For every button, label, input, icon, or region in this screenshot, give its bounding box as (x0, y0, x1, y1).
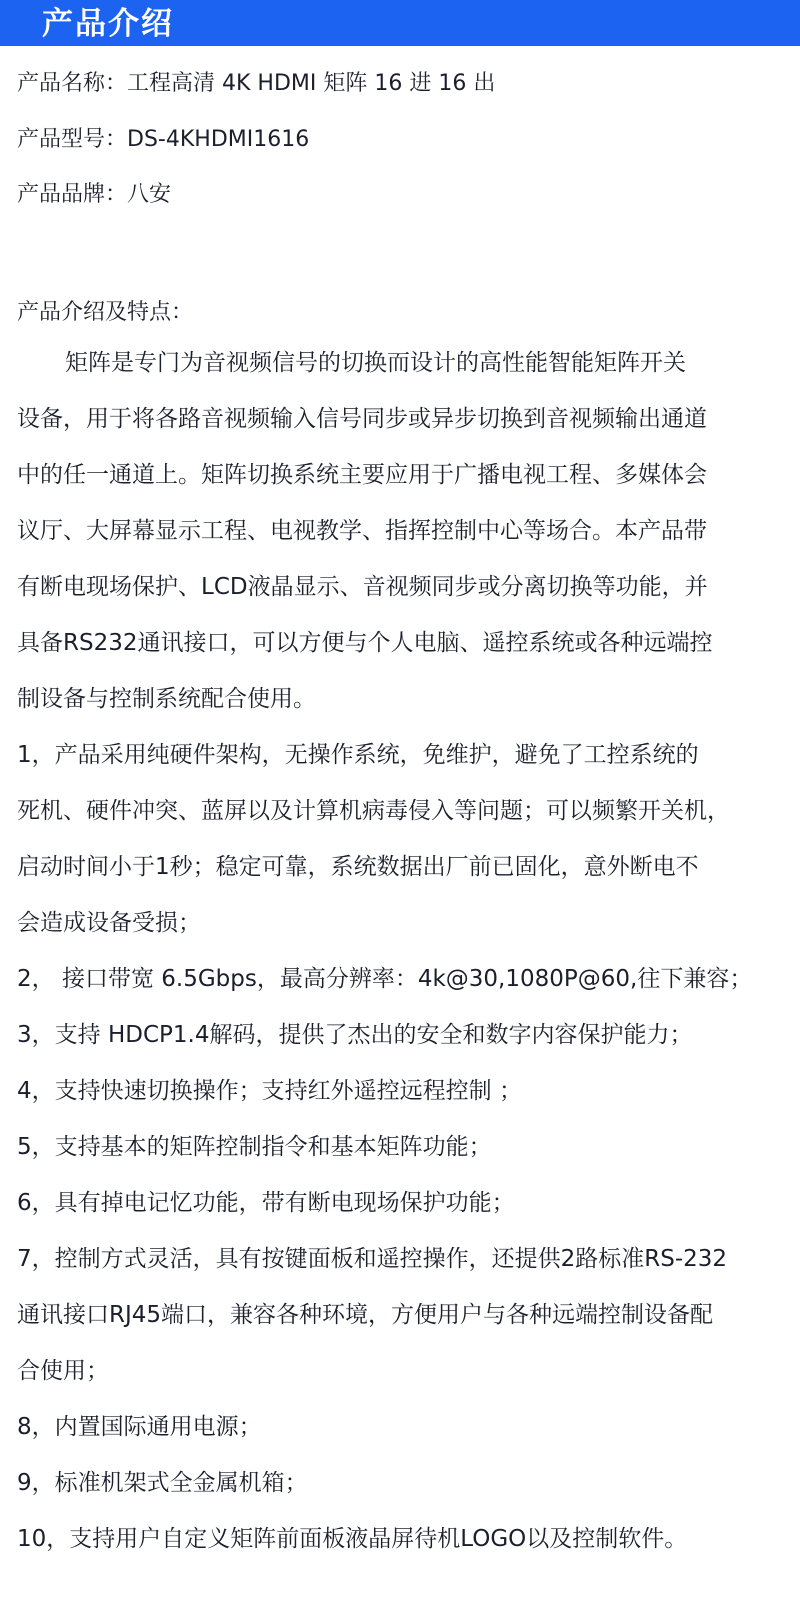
intro-line: 矩阵是专门为音视频信号的切换而设计的高性能智能矩阵开关 (65, 350, 686, 376)
product-model-value: DS-4KHDMI1616 (127, 127, 310, 152)
product-model-row (17, 120, 787, 160)
intro-line: 中的任一通道上。矩阵切换系统主要应用于广播电视工程、多媒体会 (17, 462, 707, 488)
intro-line: 议厅、大屏幕显示工程、电视教学、指挥控制中心等场合。本产品带 (17, 518, 707, 544)
feature-line: 6，具有掉电记忆功能，带有断电现场保护功能； (17, 1190, 515, 1216)
feature-line: 启动时间小于1秒；稳定可靠，系统数据出厂前已固化，意外断电不 (17, 854, 699, 880)
feature-line: 通讯接口RJ45端口，兼容各种环境，方便用户与各种远端控制设备配 (17, 1302, 714, 1328)
features-heading: 产品介绍及特点： (17, 300, 194, 325)
feature-line: 3，支持 HDCP1.4解码，提供了杰出的安全和数字内容保护能力； (17, 1022, 693, 1048)
section-header-bar (0, 0, 800, 46)
product-name-value: 工程高清 4K HDMI 矩阵 16 进 16 出 (127, 71, 496, 96)
intro-line: 具备RS232通讯接口，可以方便与个人电脑、遥控系统或各种远端控 (17, 630, 713, 656)
feature-line: 5，支持基本的矩阵控制指令和基本矩阵功能； (17, 1134, 492, 1160)
product-brand-value: 八安 (127, 182, 172, 207)
feature-line: 死机、硬件冲突、蓝屏以及计算机病毒侵入等问题；可以频繁开关机， (17, 798, 730, 824)
feature-line: 2， 接口带宽 6.5Gbps，最高分辨率：4k@30,1080P@60,往下兼容； (17, 966, 753, 992)
feature-line: 1，产品采用纯硬件架构，无操作系统，免维护，避免了工控系统的 (17, 742, 699, 768)
feature-line: 10，支持用户自定义矩阵前面板液晶屏待机LOGO以及控制软件。 (17, 1526, 688, 1552)
product-model-label: 产品型号： (17, 127, 128, 152)
product-name-label: 产品名称： (17, 71, 128, 96)
product-brand-row (17, 175, 787, 215)
feature-line: 9，标准机架式全金属机箱； (17, 1470, 308, 1496)
product-brand-label: 产品品牌： (17, 182, 128, 207)
intro-line: 有断电现场保护、LCD液晶显示、音视频同步或分离切换等功能，并 (17, 574, 708, 600)
feature-line: 4，支持快速切换操作；支持红外遥控远程控制 ； (17, 1078, 522, 1104)
feature-line: 会造成设备受损； (17, 910, 201, 936)
intro-line: 制设备与控制系统配合使用。 (17, 686, 316, 712)
product-name-row (17, 64, 787, 104)
section-title: 产品介绍 (42, 6, 174, 42)
feature-line: 8，内置国际通用电源； (17, 1414, 262, 1440)
feature-line: 7，控制方式灵活，具有按键面板和遥控操作，还提供2路标准RS-232 (17, 1246, 728, 1272)
intro-line: 设备，用于将各路音视频输入信号同步或异步切换到音视频输出通道 (17, 406, 707, 432)
feature-line: 合使用； (17, 1358, 109, 1384)
